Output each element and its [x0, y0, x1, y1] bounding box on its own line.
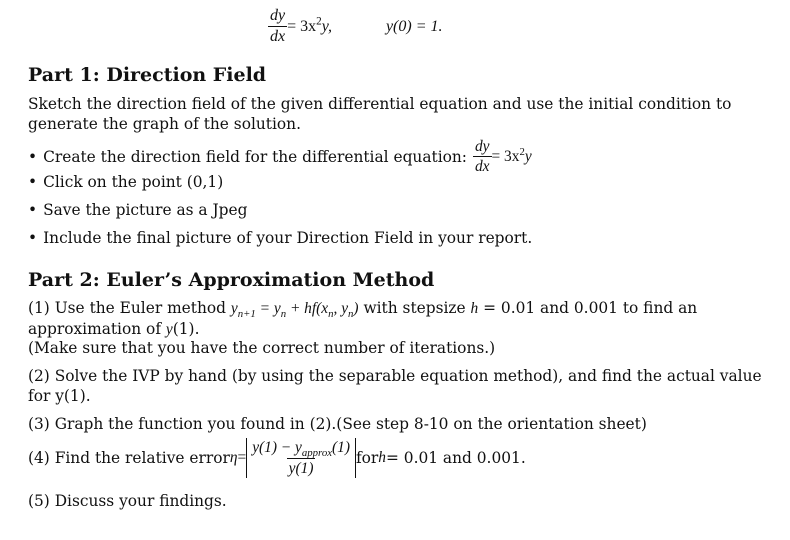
part1-bullet-4 [28, 228, 532, 248]
bullet-equation-rhs: = $3x^2y$ [491, 145, 532, 165]
bullet-text: Save the picture as a Jpeg [43, 201, 248, 219]
part2-step-1: (1) Use the Euler method $y_{n+1} = y_n + hf(x_n$, $y_n$) with stepsize h = 0.01 and 0.001 to find an approximation of y(1). [28, 299, 698, 338]
bullet-dot: • [28, 229, 38, 247]
part2-title: Part 2: Euler’s Approximation Method [28, 269, 435, 291]
top-equation [268, 8, 443, 45]
bullet-dot: • [28, 201, 38, 219]
bullet-dot: • [28, 173, 38, 191]
part2-step-3: (3) Graph the function you found in (2).(See step 8-10 on the orientation sheet) [28, 415, 647, 433]
part2-step-4: (4) Find the relative error η = $\frac{y(1) - y_{approx}(1)}{y(1)}$ for h = 0.01 and 0.001. [28, 439, 526, 477]
euler-formula: $y_{n+1} = y_n + hf(x_n$, $y_n$) [230, 300, 359, 321]
part1-bullet-1 [28, 139, 532, 175]
part2-step-2: (2) Solve the IVP by hand (by using the separable equation method), and find the actual value for y(1). [28, 367, 762, 405]
initial-condition: y(0) = 1. [385, 17, 443, 35]
bullet-text: Include the final picture of your Direction Field in your report. [43, 229, 533, 247]
relative-error-fraction: $\frac{y(1) - y_{approx}(1)}{y(1)}$ [252, 439, 350, 477]
bullet-text: Click on the point (0,1) [43, 173, 224, 191]
top-derivative-fraction [268, 8, 287, 45]
part1-bullet-2 [28, 172, 223, 192]
part1-title: Part 1: Direction Field [28, 64, 267, 86]
bullet-derivative-fraction: $\frac{dy}{dx}$ [474, 138, 490, 176]
top-derivative-num: dy [270, 7, 286, 24]
bullet-text: Create the direction field for the differential equation: [43, 147, 467, 166]
bullet-dot: • [28, 147, 38, 166]
part1-intro: Sketch the direction field of the given differential equation and use the initial condition to generate the graph of the solution. [28, 95, 732, 133]
relative-error-abs [246, 438, 356, 478]
top-equation-rhs: = $3x^2y$, [287, 15, 332, 35]
part1-bullet-3 [28, 200, 247, 220]
part2-step-1-note: (Make sure that you have the correct number of iterations.) [28, 339, 496, 357]
part2-step-5: (5) Discuss your findings. [28, 492, 227, 510]
top-derivative-den: dx [270, 28, 286, 45]
